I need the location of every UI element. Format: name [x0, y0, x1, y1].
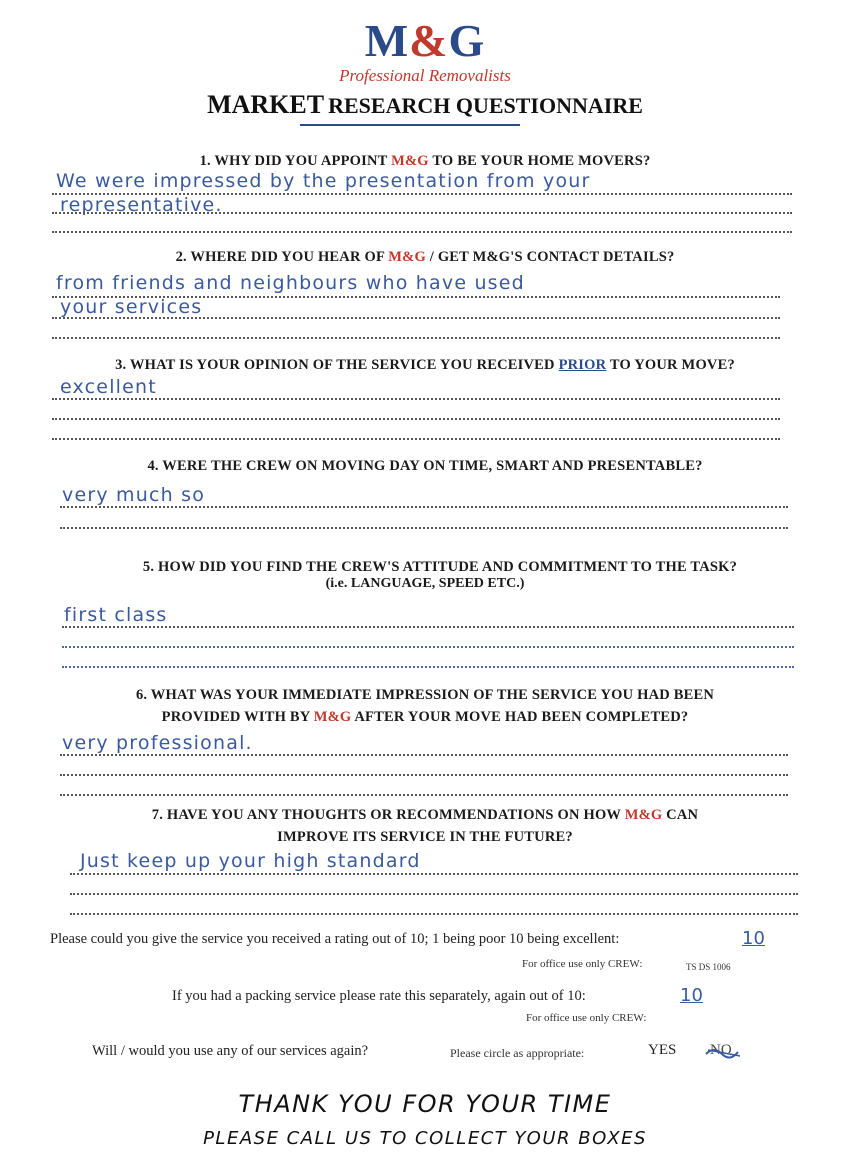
no-option-scribble [704, 1042, 744, 1062]
question-6-text-b: AFTER YOUR MOVE HAD BEEN COMPLETED? [351, 709, 689, 725]
question-7-text-a: 7. HAVE YOU ANY THOUGHTS OR RECOMMENDATIONS ON HOW [151, 807, 625, 823]
answer-4-dots-2 [60, 527, 788, 529]
question-3-text-b: TO YOUR MOVE? [606, 357, 735, 373]
question-3-text-a: 3. WHAT IS YOUR OPINION OF THE SERVICE YOU RECEIVED [115, 357, 559, 373]
question-1-brand: M&G [391, 153, 429, 169]
question-7-brand: M&G [624, 807, 663, 823]
answer-1-dots-2 [52, 212, 792, 214]
question-5-subtext: (i.e. LANGUAGE, SPEED ETC.) [325, 576, 525, 591]
title-underline [300, 124, 520, 126]
answer-4-line-1[interactable]: very much so [62, 484, 206, 506]
answer-1-line-2[interactable]: representative. [60, 194, 223, 216]
office-crew-label-1: For office use only CREW: [522, 958, 643, 970]
title-market: MARKET [207, 90, 325, 119]
office-crew-label-2: For office use only CREW: [526, 1012, 647, 1024]
question-7-text-b: CAN [662, 807, 699, 823]
question-6-brand: M&G [313, 709, 352, 725]
question-1-text-a: 1. WHY DID YOU APPOINT [199, 153, 392, 169]
logo-letter-g: G [448, 15, 486, 66]
answer-7-dots-2 [70, 893, 798, 895]
packing-rating-prompt: If you had a packing service please rate this separately, again out of 10: [172, 988, 586, 1004]
answer-7-line-1[interactable]: Just keep up your high standard [80, 850, 421, 872]
yes-option[interactable]: YES [648, 1042, 677, 1058]
answer-3-line-1[interactable]: excellent [60, 376, 157, 398]
question-2 [40, 246, 810, 268]
title-rest: RESEARCH QUESTIONNAIRE [328, 93, 643, 118]
form-code: TS DS 1006 [686, 962, 731, 972]
service-rating-value[interactable]: 10 [742, 928, 765, 949]
question-3-emphasis: PRIOR [558, 357, 607, 373]
reuse-hint: Please circle as appropriate: [450, 1046, 585, 1060]
question-6-text-a: PROVIDED WITH BY [161, 709, 314, 725]
answer-2-line-2[interactable]: your services [60, 296, 203, 318]
logo-ampersand: & [409, 15, 449, 66]
answer-1-line-1[interactable]: We were impressed by the presentation from your [56, 170, 591, 192]
question-7-line-1 [40, 804, 810, 826]
answer-5-dots-1 [62, 626, 794, 628]
question-1-text-b: TO BE YOUR HOME MOVERS? [428, 153, 651, 169]
question-5: 5. HOW DID YOU FIND THE CREW'S ATTITUDE AND COMMITMENT TO THE TASK? [142, 559, 738, 575]
collect-boxes-message: PLEASE CALL US TO COLLECT YOUR BOXES [203, 1128, 647, 1149]
answer-7-dots-3 [70, 913, 798, 915]
answer-2-dots-3 [52, 337, 780, 339]
answer-2-line-1[interactable]: from friends and neighbours who have used [56, 272, 525, 294]
answer-5-line-1[interactable]: first class [64, 604, 168, 626]
answer-1-dots-3 [52, 231, 792, 233]
company-tagline: Professional Removalists [339, 66, 511, 85]
answer-6-dots-2 [60, 774, 788, 776]
question-7-line-2: IMPROVE ITS SERVICE IN THE FUTURE? [277, 829, 573, 845]
question-3 [30, 354, 820, 376]
question-2-brand: M&G [388, 249, 426, 265]
answer-2-dots-2 [52, 317, 780, 319]
question-2-text-a: 2. WHERE DID YOU HEAR OF [175, 249, 389, 265]
answer-4-dots-1 [60, 506, 788, 508]
answer-3-dots-1 [52, 398, 780, 400]
answer-7-dots-1 [70, 873, 798, 875]
service-rating-prompt: Please could you give the service you received a rating out of 10; 1 being poor 10 being excellent: [50, 931, 620, 947]
answer-3-dots-3 [52, 438, 780, 440]
reuse-prompt: Will / would you use any of our services again? [92, 1043, 369, 1059]
answer-6-dots-3 [60, 794, 788, 796]
no-option[interactable]: NO [710, 1042, 732, 1058]
answer-5-dots-3 [62, 666, 794, 668]
question-2-text-b: / GET M&G'S CONTACT DETAILS? [425, 249, 675, 265]
question-6-line-2 [40, 706, 810, 728]
logo-letter-m: M [364, 15, 410, 66]
question-6-line-1: 6. WHAT WAS YOUR IMMEDIATE IMPRESSION OF THE SERVICE YOU HAD BEEN [135, 687, 715, 703]
page-title [0, 90, 850, 120]
company-logo [0, 14, 850, 67]
thank-you-message: THANK YOU FOR YOUR TIME [238, 1090, 612, 1118]
answer-5-dots-2 [62, 646, 794, 648]
packing-rating-value[interactable]: 10 [680, 985, 703, 1006]
answer-6-line-1[interactable]: very professional. [62, 732, 253, 754]
question-4: 4. WERE THE CREW ON MOVING DAY ON TIME, SMART AND PRESENTABLE? [147, 458, 703, 474]
question-1 [40, 150, 810, 172]
answer-6-dots-1 [60, 754, 788, 756]
answer-3-dots-2 [52, 418, 780, 420]
